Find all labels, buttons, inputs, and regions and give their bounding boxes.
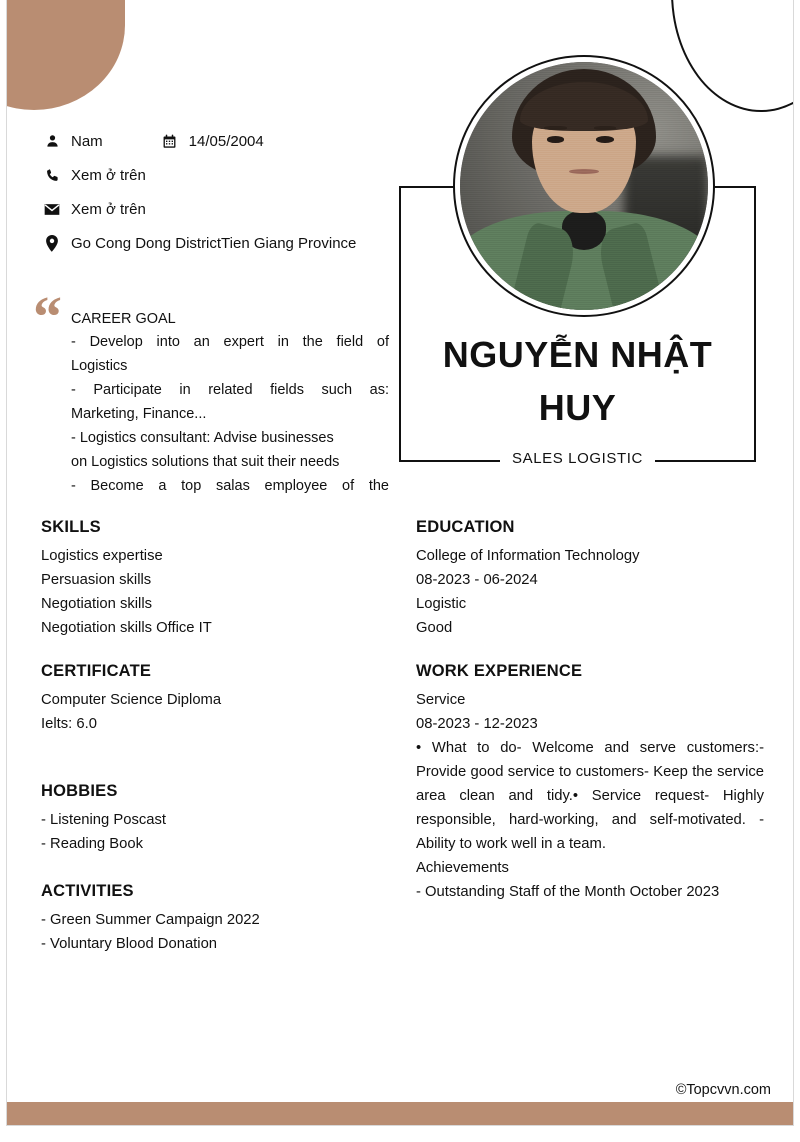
- list-item: - Reading Book: [41, 836, 143, 852]
- list-item: Negotiation skills Office IT: [41, 620, 212, 636]
- career-goal-line: - Become a top salas employee of the: [71, 478, 389, 494]
- footer-credit: ©Topcvvn.com: [675, 1082, 771, 1098]
- job-title: SALES LOGISTIC: [500, 450, 655, 467]
- quote-icon: “: [33, 296, 62, 349]
- corner-blob-decoration: [6, 0, 125, 110]
- contact-gender-text: Nam: [71, 132, 103, 150]
- contact-birthdate-text: 14/05/2004: [188, 132, 264, 150]
- role-strip: [399, 450, 756, 467]
- career-goal-block: [33, 296, 393, 504]
- list-item: Logistics expertise: [41, 548, 163, 564]
- footer-bar: [7, 1102, 793, 1125]
- contact-email: [41, 201, 146, 218]
- section-skills: [41, 518, 391, 640]
- list-item: Ielts: 6.0: [41, 716, 97, 732]
- phone-icon: [41, 168, 63, 183]
- email-icon: [41, 203, 63, 216]
- contact-birthdate: [159, 133, 264, 150]
- section-title: HOBBIES: [41, 782, 118, 800]
- contact-gender: [41, 133, 103, 150]
- list-item: - Voluntary Blood Donation: [41, 936, 218, 952]
- career-goal-line: Logistics: [71, 358, 128, 374]
- list-item: - Outstanding Staff of the Month October 2023: [416, 884, 720, 900]
- section-hobbies: [41, 782, 391, 856]
- achievements-label: Achievements: [416, 860, 509, 876]
- list-item: College of Information Technology: [416, 548, 640, 564]
- career-goal-line: on Logistics solutions that suit their needs: [71, 454, 340, 470]
- contact-phone-text: Xem ở trên: [71, 166, 146, 184]
- page-title: NGUYỄN NHẬT HUY: [442, 334, 713, 428]
- contact-email-text: Xem ở trên: [71, 200, 146, 218]
- right-column: [416, 518, 764, 926]
- section-title: ACTIVITIES: [41, 882, 134, 900]
- section-title: CERTIFICATE: [41, 662, 152, 680]
- contact-phone: [41, 167, 146, 184]
- career-goal-line: - Participate in related fields such as:: [71, 382, 389, 398]
- list-item: 08-2023 - 06-2024: [416, 572, 538, 588]
- contact-block: [41, 124, 421, 260]
- list-item: Service: [416, 692, 466, 708]
- list-item: - Green Summer Campaign 2022: [41, 912, 260, 928]
- contact-row: [41, 124, 421, 158]
- list-item: Logistic: [416, 596, 467, 612]
- photo-grain: [460, 62, 708, 310]
- career-goal-line: - Logistics consultant: Advise businesses: [71, 430, 334, 446]
- list-item: Persuasion skills: [41, 572, 152, 588]
- cv-sheet: [6, 0, 794, 1126]
- list-item: - Listening Poscast: [41, 812, 167, 828]
- list-item: Negotiation skills: [41, 596, 153, 612]
- section-activities: [41, 882, 391, 956]
- contact-row: [41, 226, 421, 260]
- list-item: Computer Science Diploma: [41, 692, 222, 708]
- section-title: EDUCATION: [416, 518, 515, 536]
- section-education: [416, 518, 764, 640]
- list-item: 08-2023 - 12-2023: [416, 716, 538, 732]
- calendar-icon: [159, 134, 181, 149]
- work-description: • What to do- Welcome and serve customers:- Provide good service to customers- Keep the service area clean and tidy.• Service request- Highly responsible, hard-working, and self-motivated. - Ability to work well in a team.: [416, 740, 764, 852]
- avatar: [453, 55, 715, 317]
- career-goal-body: [71, 308, 389, 498]
- person-icon: [41, 133, 63, 149]
- left-column: [41, 518, 391, 978]
- contact-address: [41, 235, 356, 252]
- list-item: Good: [416, 620, 453, 636]
- contact-address-text: Go Cong Dong DistrictTien Giang Province: [71, 234, 357, 252]
- contact-row: [41, 192, 421, 226]
- career-goal-line: - Develop into an expert in the field of: [71, 334, 389, 350]
- section-title: SKILLS: [41, 518, 101, 536]
- profile-photo: [460, 62, 708, 310]
- career-goal-title: CAREER GOAL: [71, 311, 176, 327]
- career-goal-line: Marketing, Finance...: [71, 406, 207, 422]
- location-icon: [41, 235, 63, 252]
- section-title: WORK EXPERIENCE: [416, 662, 583, 680]
- section-certificate: [41, 662, 391, 736]
- contact-row: [41, 158, 421, 192]
- section-work-experience: [416, 662, 764, 904]
